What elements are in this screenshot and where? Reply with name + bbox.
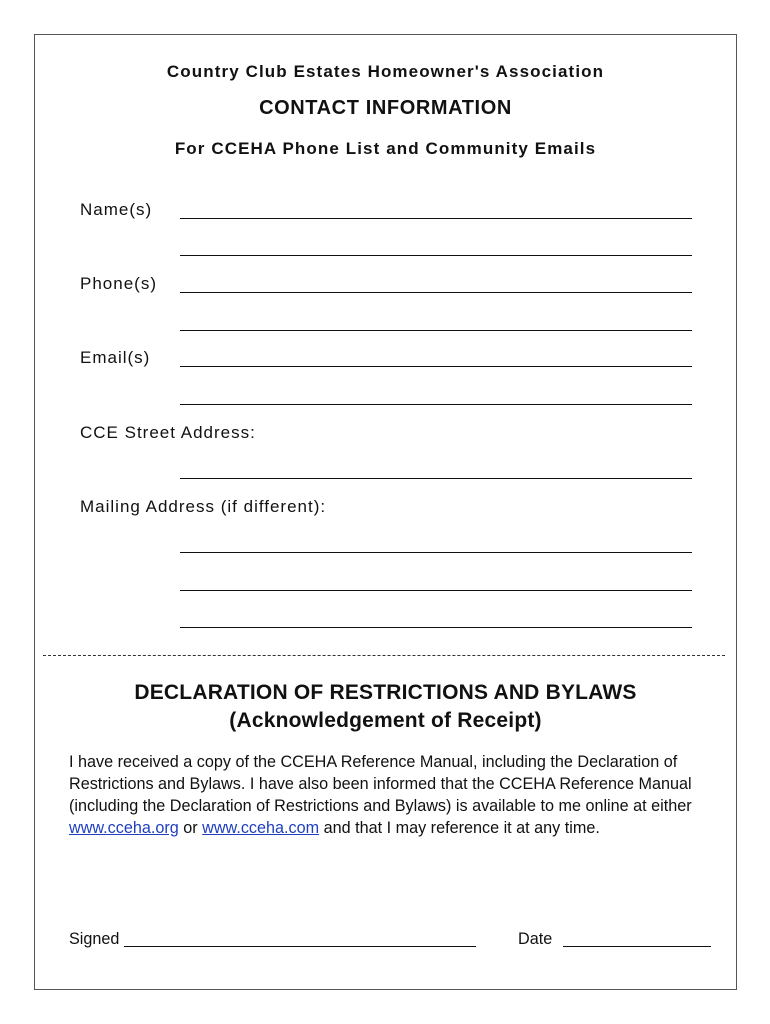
page-title: CONTACT INFORMATION [259, 97, 512, 119]
phones-label: Phone(s) [80, 274, 157, 293]
emails-label: Email(s) [80, 348, 151, 367]
emails-line-2[interactable] [180, 404, 692, 405]
declaration-title: DECLARATION OF RESTRICTIONS AND BYLAWS [134, 681, 637, 704]
org-name: Country Club Estates Homeowner's Association [166, 62, 605, 81]
signed-label: Signed [69, 930, 120, 948]
street-address-label: CCE Street Address: [80, 423, 256, 442]
date-label: Date [518, 930, 553, 948]
mailing-address-line-2[interactable] [180, 590, 692, 591]
acknowledgement-paragraph [69, 751, 734, 839]
emails-line-1[interactable] [180, 366, 692, 367]
names-line-1[interactable] [180, 218, 692, 219]
signature-line[interactable] [124, 946, 476, 947]
mailing-address-label: Mailing Address (if different): [80, 497, 327, 516]
date-line[interactable] [563, 946, 711, 947]
acknowledgement-text-2: or [178, 819, 203, 837]
cceha-org-link[interactable]: www.cceha.org [69, 819, 179, 837]
street-address-line[interactable] [180, 478, 692, 479]
cut-line-divider [43, 655, 725, 656]
phones-line-1[interactable] [180, 292, 692, 293]
phones-line-2[interactable] [180, 330, 692, 331]
cceha-com-link[interactable]: www.cceha.com [202, 819, 320, 837]
mailing-address-line-1[interactable] [180, 552, 692, 553]
form-page [34, 34, 737, 990]
page-subtitle: For CCEHA Phone List and Community Emails [174, 139, 597, 158]
declaration-subtitle: (Acknowledgement of Receipt) [229, 709, 542, 732]
acknowledgement-text-1: I have received a copy of the CCEHA Reference Manual, including the Declaration of Restrictions and Bylaws. I have also been informed that the CCEHA Reference Manual (including the Declaration of Restrictions and Bylaws) is available to me online at either [69, 753, 692, 815]
acknowledgement-text-3: and that I may reference it at any time. [319, 819, 600, 837]
mailing-address-line-3[interactable] [180, 627, 692, 628]
names-label: Name(s) [80, 200, 153, 219]
names-line-2[interactable] [180, 255, 692, 256]
